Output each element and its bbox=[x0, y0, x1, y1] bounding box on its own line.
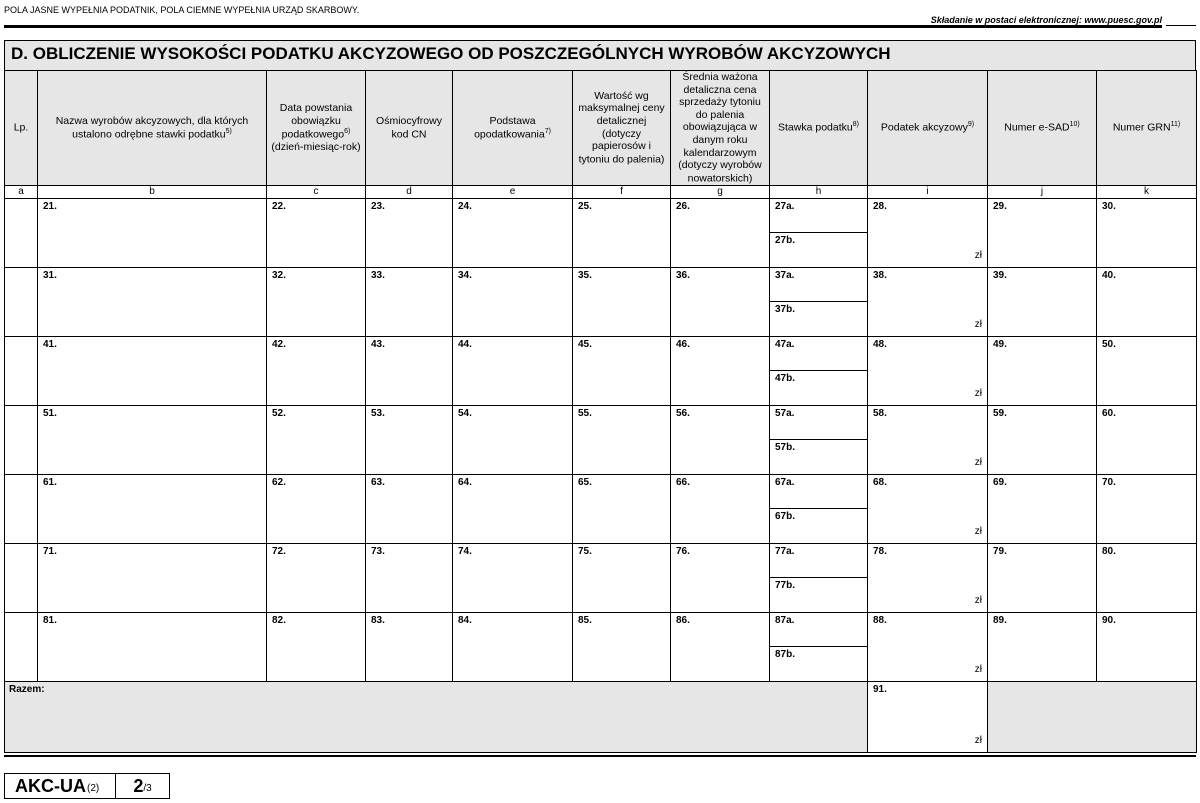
tax-rate-field[interactable] bbox=[770, 474, 868, 543]
section-title: D. OBLICZENIE WYSOKOŚCI PODATKU AKCYZOWEGO OD POSZCZEGÓLNYCH WYROBÓW AKCYZOWYCH bbox=[4, 40, 1196, 71]
field-number: 72. bbox=[272, 545, 286, 557]
esad-number-field[interactable] bbox=[988, 267, 1097, 336]
row-number-field[interactable] bbox=[5, 336, 38, 405]
tax-base-field[interactable] bbox=[453, 543, 573, 612]
field-number: 42. bbox=[272, 338, 286, 350]
tax-date-field[interactable] bbox=[267, 405, 366, 474]
tax-base-field[interactable] bbox=[453, 612, 573, 681]
tax-rate-b[interactable]: 47b. bbox=[775, 372, 796, 384]
field-number: 61. bbox=[43, 476, 57, 488]
tax-rate-b[interactable]: 87b. bbox=[775, 648, 796, 660]
column-header-b bbox=[38, 71, 267, 186]
tax-date-field[interactable] bbox=[267, 474, 366, 543]
tax-rate-b[interactable]: 67b. bbox=[775, 510, 796, 522]
column-letter-k: k bbox=[1097, 185, 1197, 198]
field-number: 36. bbox=[676, 269, 690, 281]
tax-rate-field[interactable] bbox=[770, 198, 868, 267]
row-number-field[interactable] bbox=[5, 543, 38, 612]
excise-tax-field[interactable] bbox=[868, 474, 988, 543]
tax-base-field[interactable] bbox=[453, 267, 573, 336]
field-number: 28. bbox=[873, 200, 887, 212]
field-number: 65. bbox=[578, 476, 592, 488]
footnote-ref: 6) bbox=[344, 127, 351, 135]
field-number: 56. bbox=[676, 407, 690, 419]
max-retail-value-field[interactable] bbox=[573, 543, 671, 612]
column-header-text: Numer GRN bbox=[1112, 121, 1171, 134]
column-header-text: Lp. bbox=[13, 121, 29, 134]
esad-number-field[interactable] bbox=[988, 405, 1097, 474]
field-number: 48. bbox=[873, 338, 887, 350]
field-number: 78. bbox=[873, 545, 887, 557]
avg-retail-price-field[interactable] bbox=[671, 336, 770, 405]
field-number: 52. bbox=[272, 407, 286, 419]
form-code: AKC-UA bbox=[15, 775, 86, 796]
field-number: 63. bbox=[371, 476, 385, 488]
excise-tax-field[interactable] bbox=[868, 336, 988, 405]
column-header-extra: (dzień-miesiąc-rok) bbox=[271, 140, 361, 153]
product-name-field[interactable] bbox=[38, 543, 267, 612]
cn-code-field[interactable] bbox=[366, 543, 453, 612]
table-row bbox=[5, 612, 1197, 681]
field-number: 22. bbox=[272, 200, 286, 212]
field-number: 91. bbox=[873, 683, 887, 695]
row-number-field[interactable] bbox=[5, 612, 38, 681]
table-row bbox=[5, 267, 1197, 336]
field-number: 43. bbox=[371, 338, 385, 350]
field-number: 74. bbox=[458, 545, 472, 557]
form-footer bbox=[4, 773, 170, 799]
field-number: 50. bbox=[1102, 338, 1116, 350]
column-header-d bbox=[366, 71, 453, 186]
avg-retail-price-field[interactable] bbox=[671, 474, 770, 543]
column-header-text: Ośmiocyfrowy kod CN bbox=[376, 115, 442, 141]
esad-number-field[interactable] bbox=[988, 474, 1097, 543]
top-divider bbox=[4, 25, 1162, 28]
form-code-box bbox=[5, 774, 116, 798]
column-letter-b: b bbox=[38, 185, 267, 198]
tax-rate-b[interactable]: 77b. bbox=[775, 579, 796, 591]
column-header-text: Stawka podatku bbox=[778, 121, 853, 134]
product-name-field[interactable] bbox=[38, 267, 267, 336]
tax-rate-a[interactable]: 57a. bbox=[770, 406, 867, 440]
column-header-g bbox=[671, 71, 770, 186]
product-name-field[interactable] bbox=[38, 474, 267, 543]
field-number: 79. bbox=[993, 545, 1007, 557]
field-number: 40. bbox=[1102, 269, 1116, 281]
field-number: 88. bbox=[873, 614, 887, 626]
grn-number-field[interactable] bbox=[1097, 198, 1197, 267]
field-number: 54. bbox=[458, 407, 472, 419]
excise-tax-field[interactable] bbox=[868, 267, 988, 336]
max-retail-value-field[interactable] bbox=[573, 405, 671, 474]
tax-rate-a[interactable]: 47a. bbox=[770, 337, 867, 371]
tax-base-field[interactable] bbox=[453, 336, 573, 405]
total-tax-field[interactable] bbox=[868, 681, 988, 752]
tax-rate-field[interactable] bbox=[770, 267, 868, 336]
field-number: 49. bbox=[993, 338, 1007, 350]
excise-tax-field[interactable] bbox=[868, 543, 988, 612]
total-row bbox=[5, 681, 1197, 752]
top-divider-right bbox=[1166, 25, 1196, 26]
product-name-field[interactable] bbox=[38, 198, 267, 267]
excise-tax-field[interactable] bbox=[868, 198, 988, 267]
field-number: 44. bbox=[458, 338, 472, 350]
field-number: 30. bbox=[1102, 200, 1116, 212]
field-number: 86. bbox=[676, 614, 690, 626]
field-number: 24. bbox=[458, 200, 472, 212]
avg-retail-price-field[interactable] bbox=[671, 612, 770, 681]
currency-unit: zł bbox=[974, 663, 982, 675]
tax-rate-a[interactable]: 77a. bbox=[770, 544, 867, 578]
column-header-j bbox=[988, 71, 1097, 186]
field-number: 70. bbox=[1102, 476, 1116, 488]
field-number: 66. bbox=[676, 476, 690, 488]
tax-date-field[interactable] bbox=[267, 336, 366, 405]
max-retail-value-field[interactable] bbox=[573, 474, 671, 543]
field-number: 75. bbox=[578, 545, 592, 557]
row-number-field[interactable] bbox=[5, 474, 38, 543]
cn-code-field[interactable] bbox=[366, 336, 453, 405]
table-row bbox=[5, 336, 1197, 405]
column-header-text: Wartość wg maksymalnej ceny detalicznej (dotyczy papierosów i tytoniu do palenia) bbox=[578, 89, 665, 166]
currency-unit: zł bbox=[974, 249, 982, 261]
field-number: 82. bbox=[272, 614, 286, 626]
page-number: 2 bbox=[133, 775, 144, 796]
field-number: 90. bbox=[1102, 614, 1116, 626]
field-number: 71. bbox=[43, 545, 57, 557]
field-number: 39. bbox=[993, 269, 1007, 281]
grn-number-field[interactable] bbox=[1097, 405, 1197, 474]
tax-date-field[interactable] bbox=[267, 267, 366, 336]
field-number: 64. bbox=[458, 476, 472, 488]
fill-instruction-note: POLA JASNE WYPEŁNIA PODATNIK, POLA CIEMNE WYPEŁNIA URZĄD SKARBOWY. bbox=[4, 5, 360, 15]
tax-rate-field[interactable] bbox=[770, 336, 868, 405]
footnote-ref: 9) bbox=[967, 121, 975, 129]
row-number-field[interactable] bbox=[5, 198, 38, 267]
field-number: 62. bbox=[272, 476, 286, 488]
cn-code-field[interactable] bbox=[366, 198, 453, 267]
tax-rate-field[interactable] bbox=[770, 405, 868, 474]
bottom-divider bbox=[4, 755, 1196, 757]
tax-base-field[interactable] bbox=[453, 198, 573, 267]
excise-tax-field[interactable] bbox=[868, 405, 988, 474]
office-only-field bbox=[988, 681, 1197, 752]
tax-date-field[interactable] bbox=[267, 612, 366, 681]
field-number: 29. bbox=[993, 200, 1007, 212]
excise-tax-field[interactable] bbox=[868, 612, 988, 681]
field-number: 89. bbox=[993, 614, 1007, 626]
avg-retail-price-field[interactable] bbox=[671, 405, 770, 474]
column-header-text: Średnia ważona detaliczna cena sprzedaży tytoniu do palenia obowiązująca w danym roku kalendarzowym (dotyczy wyrobów nowatorskich) bbox=[678, 71, 762, 185]
column-letter-i: i bbox=[868, 185, 988, 198]
field-number: 83. bbox=[371, 614, 385, 626]
field-number: 34. bbox=[458, 269, 472, 281]
column-header-row bbox=[5, 71, 1197, 186]
tax-rate-field[interactable] bbox=[770, 612, 868, 681]
table-row bbox=[5, 543, 1197, 612]
column-letter-a: a bbox=[5, 185, 38, 198]
footnote-ref: 8) bbox=[852, 121, 859, 129]
table-row bbox=[5, 198, 1197, 267]
grn-number-field[interactable] bbox=[1097, 474, 1197, 543]
field-number: 84. bbox=[458, 614, 472, 626]
table-row bbox=[5, 474, 1197, 543]
tax-rate-a[interactable]: 37a. bbox=[770, 268, 867, 302]
cn-code-field[interactable] bbox=[366, 405, 453, 474]
field-number: 41. bbox=[43, 338, 57, 350]
tax-rate-a[interactable]: 27a. bbox=[770, 199, 867, 233]
form-version: (2) bbox=[87, 783, 100, 794]
currency-unit: zł bbox=[974, 318, 982, 330]
column-header-a bbox=[5, 71, 38, 186]
column-header-text: Nazwa wyrobów akcyzowych, dla których ustalono odrębne stawki podatku bbox=[55, 115, 249, 141]
column-header-text: Podstawa opodatkowania bbox=[474, 115, 545, 141]
field-number: 55. bbox=[578, 407, 592, 419]
tax-rate-a[interactable]: 67a. bbox=[770, 475, 867, 509]
grn-number-field[interactable] bbox=[1097, 336, 1197, 405]
column-header-text: Numer e-SAD bbox=[1004, 121, 1070, 134]
product-name-field[interactable] bbox=[38, 336, 267, 405]
field-number: 23. bbox=[371, 200, 385, 212]
footnote-ref: 11) bbox=[1170, 121, 1181, 129]
tax-rate-b[interactable]: 37b. bbox=[775, 303, 796, 315]
column-header-c bbox=[267, 71, 366, 186]
product-name-field[interactable] bbox=[38, 405, 267, 474]
tax-rate-b[interactable]: 57b. bbox=[775, 441, 796, 453]
table-row bbox=[5, 405, 1197, 474]
excise-tax-table bbox=[4, 70, 1197, 753]
electronic-submission-note: Składanie w postaci elektronicznej: www.puesc.gov.pl bbox=[930, 15, 1162, 25]
field-number: 25. bbox=[578, 200, 592, 212]
column-header-h bbox=[770, 71, 868, 186]
grn-number-field[interactable] bbox=[1097, 267, 1197, 336]
row-number-field[interactable] bbox=[5, 267, 38, 336]
max-retail-value-field[interactable] bbox=[573, 267, 671, 336]
esad-number-field[interactable] bbox=[988, 612, 1097, 681]
column-letter-f: f bbox=[573, 185, 671, 198]
page-total: /3 bbox=[143, 783, 152, 794]
max-retail-value-field[interactable] bbox=[573, 198, 671, 267]
column-header-text: Data powstania obowiązku podatkowego bbox=[279, 102, 353, 141]
currency-unit: zł bbox=[974, 387, 982, 399]
column-header-i bbox=[868, 71, 988, 186]
field-number: 80. bbox=[1102, 545, 1116, 557]
field-number: 21. bbox=[43, 200, 57, 212]
field-number: 81. bbox=[43, 614, 57, 626]
tax-base-field[interactable] bbox=[453, 474, 573, 543]
field-number: 38. bbox=[873, 269, 887, 281]
currency-unit: zł bbox=[974, 594, 982, 606]
column-letter-row bbox=[5, 185, 1197, 198]
max-retail-value-field[interactable] bbox=[573, 336, 671, 405]
column-letter-g: g bbox=[671, 185, 770, 198]
avg-retail-price-field[interactable] bbox=[671, 198, 770, 267]
column-header-f bbox=[573, 71, 671, 186]
field-number: 26. bbox=[676, 200, 690, 212]
row-number-field[interactable] bbox=[5, 405, 38, 474]
avg-retail-price-field[interactable] bbox=[671, 543, 770, 612]
footnote-ref: 7) bbox=[544, 127, 551, 135]
tax-base-field[interactable] bbox=[453, 405, 573, 474]
product-name-field[interactable] bbox=[38, 612, 267, 681]
column-header-text: Podatek akcyzowy bbox=[880, 121, 968, 134]
field-number: 35. bbox=[578, 269, 592, 281]
column-letter-c: c bbox=[267, 185, 366, 198]
cn-code-field[interactable] bbox=[366, 474, 453, 543]
field-number: 58. bbox=[873, 407, 887, 419]
field-number: 68. bbox=[873, 476, 887, 488]
footnote-ref: 10) bbox=[1069, 121, 1080, 129]
tax-rate-b[interactable]: 27b. bbox=[775, 234, 796, 246]
field-number: 33. bbox=[371, 269, 385, 281]
column-header-k bbox=[1097, 71, 1197, 186]
tax-rate-field[interactable] bbox=[770, 543, 868, 612]
grn-number-field[interactable] bbox=[1097, 612, 1197, 681]
field-number: 46. bbox=[676, 338, 690, 350]
field-number: 60. bbox=[1102, 407, 1116, 419]
tax-rate-a[interactable]: 87a. bbox=[770, 613, 867, 647]
cn-code-field[interactable] bbox=[366, 267, 453, 336]
total-label: Razem: bbox=[5, 681, 868, 752]
tax-date-field[interactable] bbox=[267, 543, 366, 612]
avg-retail-price-field[interactable] bbox=[671, 267, 770, 336]
field-number: 73. bbox=[371, 545, 385, 557]
column-letter-h: h bbox=[770, 185, 868, 198]
field-number: 32. bbox=[272, 269, 286, 281]
field-number: 69. bbox=[993, 476, 1007, 488]
column-letter-j: j bbox=[988, 185, 1097, 198]
field-number: 76. bbox=[676, 545, 690, 557]
column-letter-d: d bbox=[366, 185, 453, 198]
currency-unit: zł bbox=[974, 734, 982, 746]
currency-unit: zł bbox=[974, 456, 982, 468]
cn-code-field[interactable] bbox=[366, 612, 453, 681]
grn-number-field[interactable] bbox=[1097, 543, 1197, 612]
currency-unit: zł bbox=[974, 525, 982, 537]
page-number-box bbox=[116, 774, 169, 798]
field-number: 45. bbox=[578, 338, 592, 350]
field-number: 31. bbox=[43, 269, 57, 281]
field-number: 53. bbox=[371, 407, 385, 419]
footnote-ref: 5) bbox=[225, 127, 232, 135]
tax-date-field[interactable] bbox=[267, 198, 366, 267]
esad-number-field[interactable] bbox=[988, 336, 1097, 405]
column-header-e bbox=[453, 71, 573, 186]
field-number: 59. bbox=[993, 407, 1007, 419]
column-letter-e: e bbox=[453, 185, 573, 198]
max-retail-value-field[interactable] bbox=[573, 612, 671, 681]
esad-number-field[interactable] bbox=[988, 198, 1097, 267]
esad-number-field[interactable] bbox=[988, 543, 1097, 612]
field-number: 51. bbox=[43, 407, 57, 419]
field-number: 85. bbox=[578, 614, 592, 626]
